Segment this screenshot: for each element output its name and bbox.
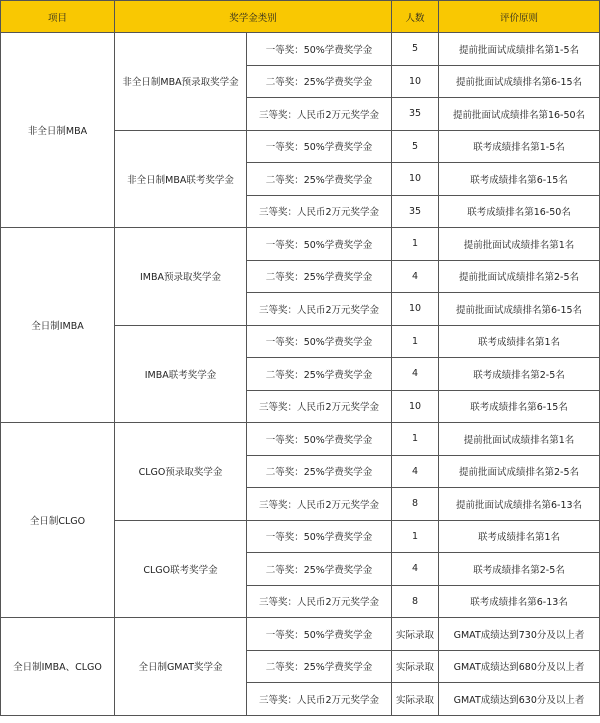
category-cell: CLGO联考奖学金 [115,520,247,618]
category-cell: CLGO预录取奖学金 [115,423,247,521]
category-cell: IMBA预录取奖学金 [115,228,247,326]
award-count: 1 [392,228,439,261]
award-level: 一等奖：50%学费奖学金 [247,618,392,651]
award-level: 三等奖：人民币2万元奖学金 [247,293,392,326]
award-count: 实际录取 [392,683,439,716]
award-level: 二等奖：25%学费奖学金 [247,650,392,683]
award-criteria: 联考成绩排名第6-13名 [439,585,600,618]
award-criteria: 提前批面试成绩排名第6-15名 [439,65,600,98]
award-criteria: 联考成绩排名第2-5名 [439,553,600,586]
header-count: 人数 [392,1,439,33]
award-criteria: 提前批面试成绩排名第16-50名 [439,98,600,131]
category-cell: 非全日制MBA预录取奖学金 [115,33,247,131]
award-count: 4 [392,455,439,488]
award-criteria: 联考成绩排名第1名 [439,520,600,553]
award-count: 1 [392,423,439,456]
category-cell: IMBA联考奖学金 [115,325,247,423]
award-criteria: 提前批面试成绩排名第1名 [439,228,600,261]
award-count: 5 [392,33,439,66]
award-criteria: 联考成绩排名第6-15名 [439,390,600,423]
award-count: 35 [392,195,439,228]
award-level: 二等奖：25%学费奖学金 [247,553,392,586]
award-level: 三等奖：人民币2万元奖学金 [247,195,392,228]
award-criteria: 提前批面试成绩排名第1-5名 [439,33,600,66]
award-count: 10 [392,163,439,196]
award-level: 一等奖：50%学费奖学金 [247,130,392,163]
program-cell: 非全日制MBA [1,33,115,228]
program-cell: 全日制CLGO [1,423,115,618]
award-criteria: 提前批面试成绩排名第6-15名 [439,293,600,326]
award-criteria: 联考成绩排名第2-5名 [439,358,600,391]
table-row [1,423,600,456]
award-count: 10 [392,390,439,423]
program-cell: 全日制IMBA、CLGO [1,618,115,716]
award-level: 三等奖：人民币2万元奖学金 [247,585,392,618]
award-criteria: 提前批面试成绩排名第2-5名 [439,260,600,293]
award-criteria: 联考成绩排名第16-50名 [439,195,600,228]
category-cell: 非全日制MBA联考奖学金 [115,130,247,228]
award-criteria: 联考成绩排名第6-15名 [439,163,600,196]
award-count: 1 [392,520,439,553]
table-row [1,33,600,66]
award-level: 二等奖：25%学费奖学金 [247,163,392,196]
header-criteria: 评价原则 [439,1,600,33]
award-level: 三等奖：人民币2万元奖学金 [247,488,392,521]
award-criteria: GMAT成绩达到630分及以上者 [439,683,600,716]
award-criteria: 提前批面试成绩排名第2-5名 [439,455,600,488]
award-count: 10 [392,293,439,326]
header-program: 项目 [1,1,115,33]
table-row [1,618,600,651]
award-count: 1 [392,325,439,358]
award-level: 一等奖：50%学费奖学金 [247,228,392,261]
award-criteria: 提前批面试成绩排名第6-13名 [439,488,600,521]
award-count: 10 [392,65,439,98]
header-scholarship-category: 奖学金类别 [115,1,392,33]
award-level: 一等奖：50%学费奖学金 [247,423,392,456]
award-level: 二等奖：25%学费奖学金 [247,455,392,488]
award-count: 8 [392,488,439,521]
program-cell: 全日制IMBA [1,228,115,423]
award-count: 实际录取 [392,650,439,683]
award-count: 4 [392,358,439,391]
award-level: 三等奖：人民币2万元奖学金 [247,683,392,716]
award-level: 二等奖：25%学费奖学金 [247,358,392,391]
award-count: 4 [392,260,439,293]
category-cell: 全日制GMAT奖学金 [115,618,247,716]
award-level: 三等奖：人民币2万元奖学金 [247,390,392,423]
award-level: 二等奖：25%学费奖学金 [247,65,392,98]
award-count: 4 [392,553,439,586]
award-level: 二等奖：25%学费奖学金 [247,260,392,293]
award-count: 实际录取 [392,618,439,651]
award-count: 35 [392,98,439,131]
award-level: 三等奖：人民币2万元奖学金 [247,98,392,131]
table-row [1,228,600,261]
award-criteria: 联考成绩排名第1-5名 [439,130,600,163]
award-criteria: GMAT成绩达到680分及以上者 [439,650,600,683]
award-count: 8 [392,585,439,618]
award-count: 5 [392,130,439,163]
award-level: 一等奖：50%学费奖学金 [247,33,392,66]
award-level: 一等奖：50%学费奖学金 [247,520,392,553]
award-criteria: 提前批面试成绩排名第1名 [439,423,600,456]
award-level: 一等奖：50%学费奖学金 [247,325,392,358]
award-criteria: 联考成绩排名第1名 [439,325,600,358]
header-row [1,1,600,33]
award-criteria: GMAT成绩达到730分及以上者 [439,618,600,651]
